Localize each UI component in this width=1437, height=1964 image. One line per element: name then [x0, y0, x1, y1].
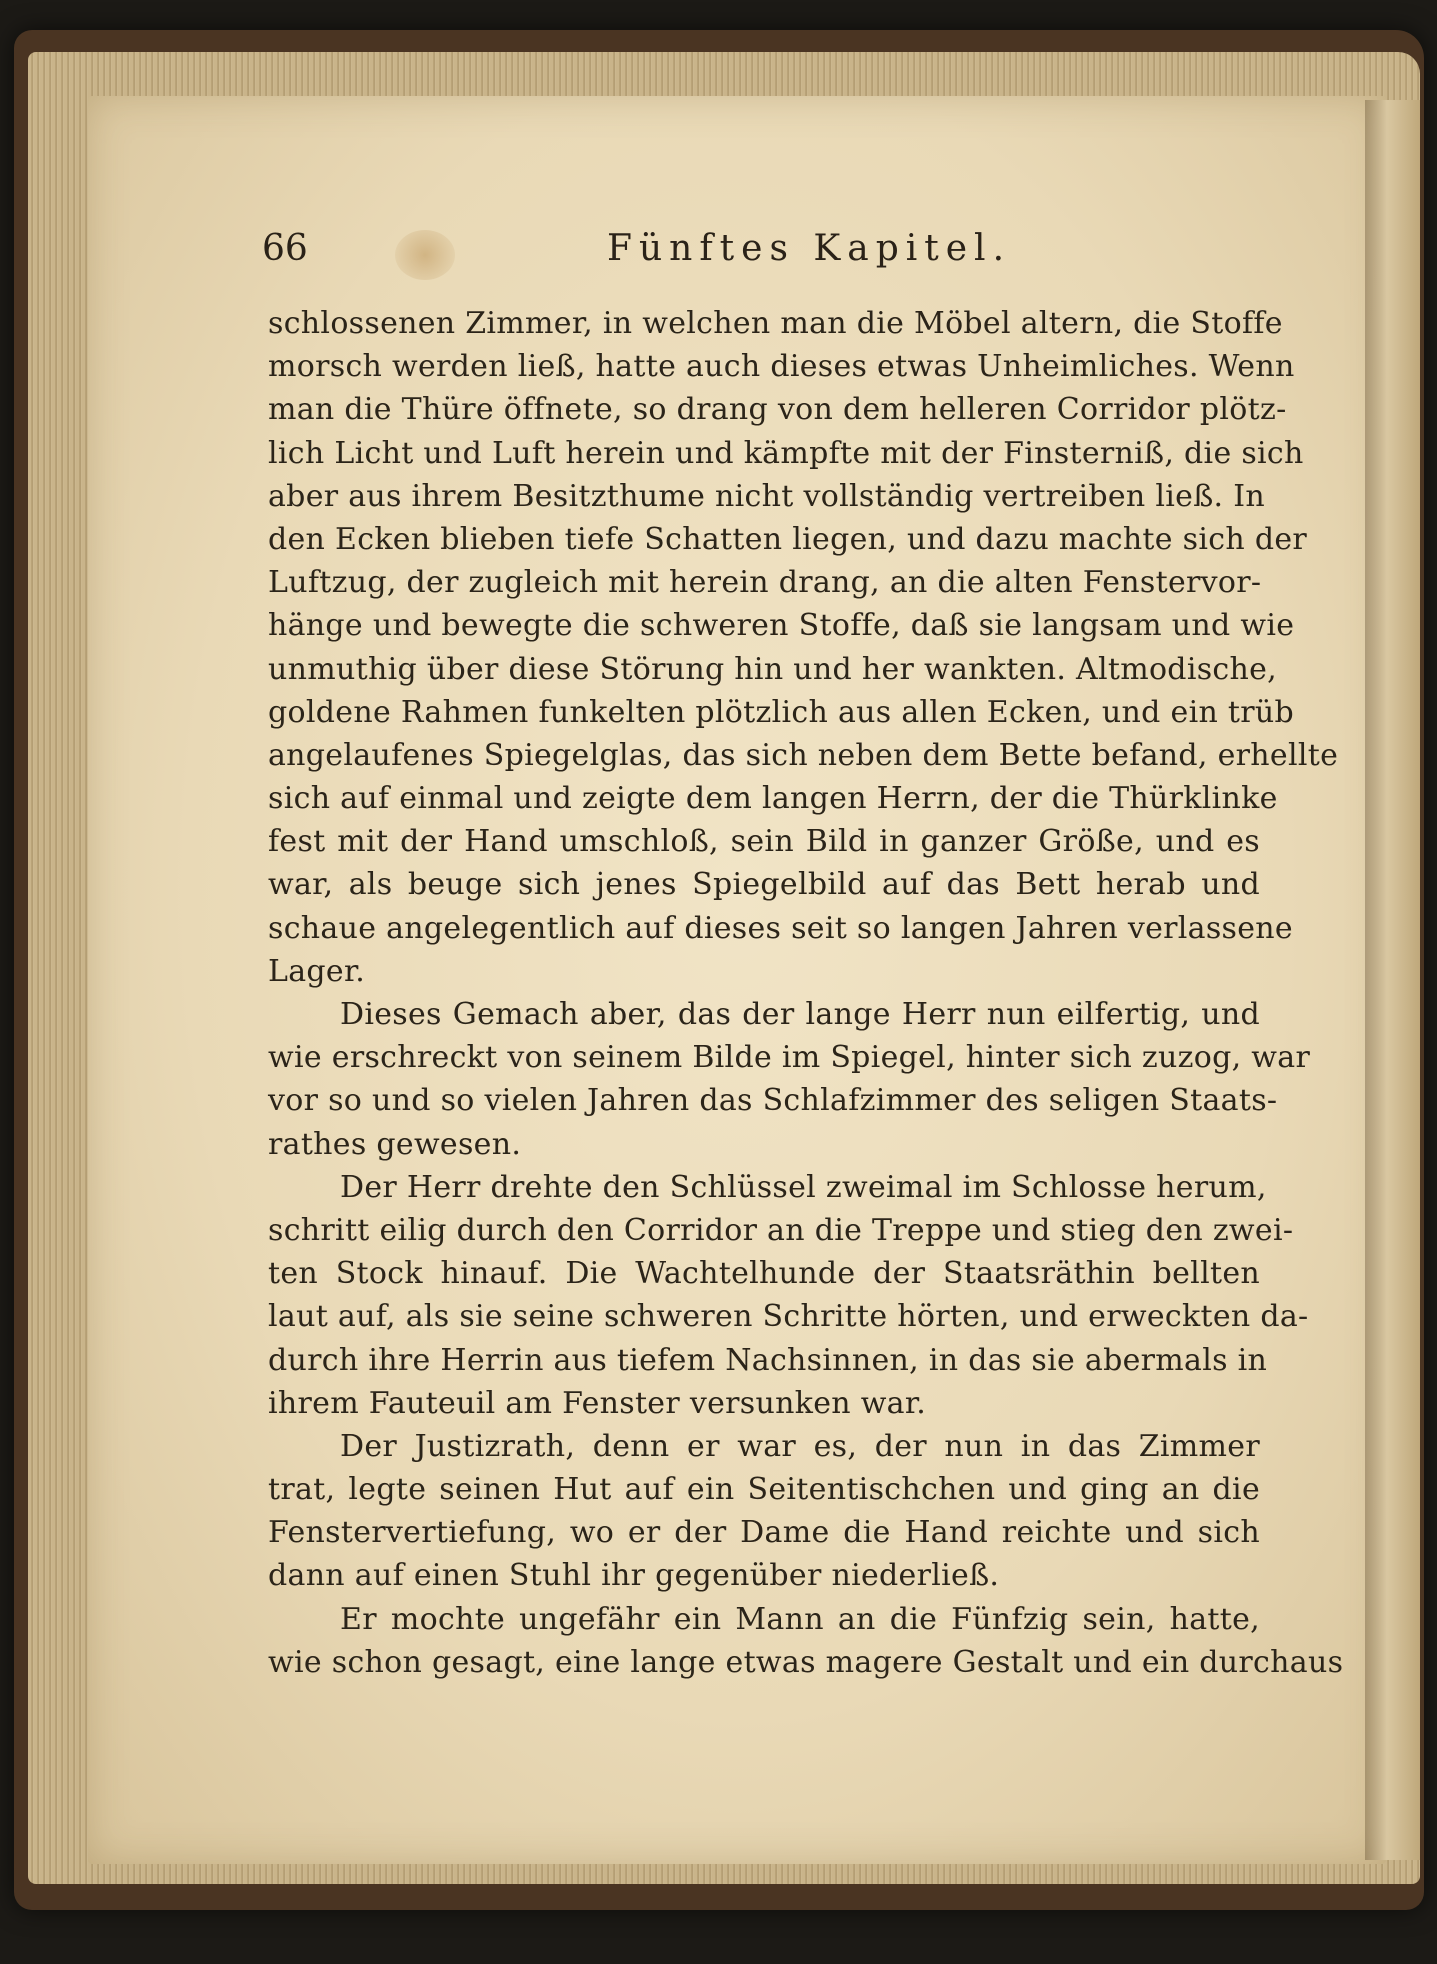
text-line: vor so und so vielen Jahren das Schlafzimmer des seligen Staats- [268, 1083, 1278, 1119]
text-line: schlossenen Zimmer, in welchen man die Möbel altern, die Stoffe [268, 306, 1283, 341]
text-line: trat, legte seinen Hut auf ein Seitentischchen und ging an die [268, 1472, 1260, 1508]
text-line: schritt eilig durch den Corridor an die Treppe und stieg den zwei- [268, 1212, 1294, 1248]
text-line: rathes gewesen. [268, 1126, 522, 1162]
text-line: ten Stock hinauf. Die Wachtelhunde der Staatsräthin bellten [268, 1256, 1260, 1292]
text-line: wie schon gesagt, eine lange etwas magere Gestalt und ein durchaus [268, 1644, 1344, 1680]
text-line: man die Thüre öffnete, so drang von dem helleren Corridor plötz- [268, 392, 1287, 428]
text-line: aber aus ihrem Besitzthume nicht vollständig vertreiben ließ. In [268, 478, 1265, 514]
text-line: Der Herr drehte den Schlüssel zweimal im Schlosse herum, [340, 1169, 1267, 1205]
text-line: fest mit der Hand umschloß, sein Bild in ganzer Größe, und es [268, 824, 1260, 860]
text-line: morsch werden ließ, hatte auch dieses etwas Unheimliches. Wenn [268, 349, 1295, 385]
paragraph [268, 1598, 1344, 1684]
text-line: dann auf einen Stuhl ihr gegenüber niederließ. [268, 1558, 1000, 1594]
text-line: Der Justizrath, denn er war es, der nun in das Zimmer [340, 1428, 1260, 1464]
chapter-title: Fünftes Kapitel. [607, 228, 1012, 269]
text-line: ihrem Fauteuil am Fenster versunken war. [268, 1385, 927, 1421]
text-line: unmuthig über diese Störung hin und her wankten. Altmodische, [268, 651, 1278, 687]
text-line: hänge und bewegte die schweren Stoffe, daß sie langsam und wie [268, 608, 1295, 644]
text-line: Lager. [268, 953, 366, 989]
text-line: Luftzug, der zugleich mit herein drang, an die alten Fenstervor- [268, 565, 1262, 601]
text-line: lich Licht und Luft herein und kämpfte mit der Finsterniß, die sich [268, 435, 1304, 471]
paragraph [268, 993, 1311, 1166]
text-line: schaue angelegentlich auf dieses seit so langen Jahren verlassene [268, 910, 1293, 946]
paragraph [268, 302, 1339, 993]
text-line: sich auf einmal und zeigte dem langen Herrn, der die Thürklinke [268, 781, 1278, 817]
text-line: wie erschreckt von seinem Bilde im Spiegel, hinter sich zuzog, war [268, 1040, 1311, 1076]
text-line: den Ecken blieben tiefe Schatten liegen, und dazu machte sich der [268, 521, 1308, 557]
text-line: Fenstervertiefung, wo er der Dame die Hand reichte und sich [268, 1515, 1260, 1551]
text-line: laut auf, als sie seine schweren Schritte hörten, und erweckten da- [268, 1299, 1309, 1335]
page-header [262, 228, 1262, 288]
text-line: durch ihre Herrin aus tiefem Nachsinnen, in das sie abermals in [268, 1342, 1268, 1378]
page-number: 66 [262, 228, 308, 269]
text-line: goldene Rahmen funkelten plötzlich aus allen Ecken, und ein trüb [268, 694, 1295, 730]
body-text [268, 302, 1344, 1684]
paragraph [268, 1425, 1260, 1598]
text-line: war, als beuge sich jenes Spiegelbild auf das Bett herab und [268, 867, 1260, 903]
text-line: Dieses Gemach aber, das der lange Herr nun eilfertig, und [340, 997, 1260, 1032]
page-gutter [1365, 100, 1420, 1860]
text-line: angelaufenes Spiegelglas, das sich neben dem Bette befand, erhellte [268, 737, 1339, 773]
text-line: Er mochte ungefähr ein Mann an die Fünfzig sein, hatte, [340, 1601, 1260, 1637]
paragraph [268, 1166, 1309, 1425]
